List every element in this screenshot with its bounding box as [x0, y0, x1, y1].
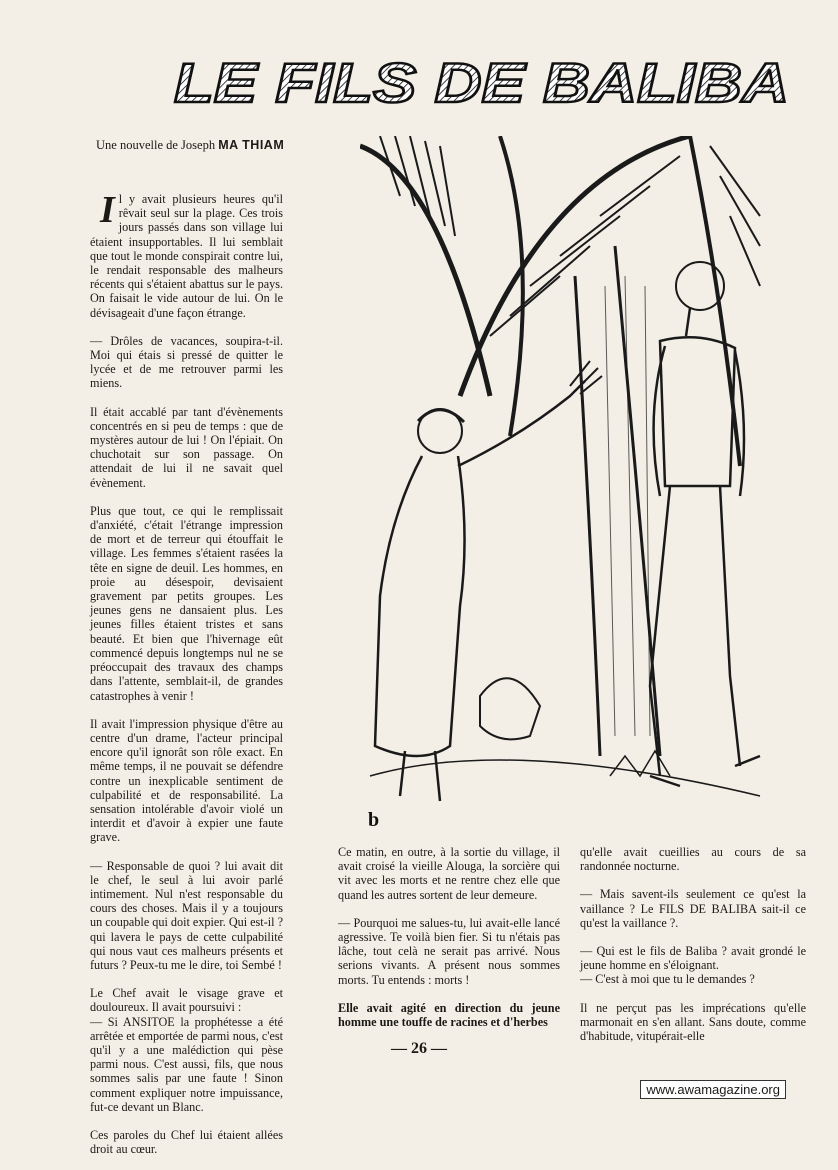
paragraph: Ces paroles du Chef lui étaient allées droit au cœur. — [90, 1127, 283, 1157]
paragraph: qu'elle avait cueillies au cours de sa randonnée nocturne. — [580, 845, 806, 874]
title-text: LE FILS DE BALIBA — [174, 52, 789, 112]
paragraph: Plus que tout, ce qui le remplissait d'anxiété, c'était l'étrange impression de mort et de terreur qui étouffait le village. Les femmes s'étaient rasées la tête en signe de deuil. Les hommes, en proie au désespoir, devisaient gravement par petits groupes. Les jeunes gens ne dansaient plus. Les jeunes filles étaient tristes et sans beauté. Et bien que l'hivernage eût commencé depuis longtemps nul ne se préoccupait des travaux des champs dans l'attente, semblait-il, de grandes catastrophes à venir ! — [90, 503, 283, 703]
drop-cap: I — [100, 189, 115, 231]
paragraph: l y avait plusieurs heures qu'il rêvait seul sur la plage. Ces trois jours passés dans son village lui étaient insupportables. Il lui semblait que tout le monde conspirait contre lui, le rendait responsable des malheurs récents qui s'étaient abattus sur le pays. On faisait le vide autour de lui. On le dévisageait d'une façon étrange. — [90, 192, 283, 320]
watermark-url: www.awamagazine.org — [640, 1080, 786, 1099]
byline-prefix: Une nouvelle de Joseph — [96, 138, 216, 152]
page-number: — 26 — — [391, 1040, 447, 1057]
paragraph: — Si ANSITOE la prophétesse a été arrêtée et emportée de parmi nous, c'est qu'il y a une malédiction qui pèse parmi nous. C'est aussi, fils, que nous sommes salis par une faute ! Sinon comment expliquer notre impuissance, fut-ce devant un Blanc. — [90, 1014, 283, 1114]
paragraph: — C'est à moi que tu le demandes ? — [580, 972, 755, 987]
paragraph: — Responsable de quoi ? lui avait dit le chef, le seul à lui avoir parlé intimement. Nul n'est responsable du cours des choses. Mais il y a toujours un coupable qui doit expier. Qui est-il ? qui lavera le pays de cette culpabilité qui nous vaut ces malheurs présents et futurs ? Peux-tu me le dire, toi Sembé ! — [90, 858, 283, 972]
paragraph: — Mais savent-ils seulement ce qu'est la vaillance ? Le FILS DE BALIBA sait-il ce qu'est la vaillance ?. — [580, 887, 806, 930]
article-title — [170, 52, 795, 112]
paragraph: Elle avait agité en direction du jeune homme une touffe de racines et d'herbes — [338, 1000, 560, 1030]
paragraph: Il était accablé par tant d'évènements concentrés en si peu de temps : que de mystères autour de lui ! On l'épiait. On chuchotait sur son passage. On attendait de lui il ne savait quel évènement. — [90, 404, 283, 490]
byline — [96, 138, 284, 153]
story-illustration — [360, 136, 762, 830]
paragraph: Le Chef avait le visage grave et douloureux. Il avait poursuivi : — [90, 986, 283, 1015]
paragraph: — Qui est le fils de Baliba ? avait grondé le jeune homme en s'éloignant. — [580, 944, 806, 973]
paragraph: Il avait l'impression physique d'être au centre d'un drame, l'acteur principal encore qu'il ignorât son rôle exact. En même temps, il ne pouvait se défendre contre un inexplicable sentiment de culpabilité et de responsabilité. La sensation intolérable d'avoir violé un interdit et d'avoir à expier une faute grave. — [90, 716, 283, 845]
column-1 — [90, 189, 283, 1170]
illustrator-signature: b — [368, 809, 380, 830]
column-2 — [338, 845, 560, 1043]
paragraph: — Pourquoi me salues-tu, lui avait-elle lancé agressive. Te voilà bien fier. Si tu n'étais pas lâche, tout celà ne serait pas arrivé. Nous serions vivants. A présent nous sommes morts. Tu entends : morts ! — [338, 915, 560, 987]
paragraph: Il ne perçut pas les imprécations qu'elle marmonait en s'en allant. Sans doute, comme d'habitude, vitupérait-elle — [580, 1000, 806, 1044]
column-3 — [580, 845, 806, 1057]
byline-author: MA THIAM — [218, 138, 285, 152]
paragraph: — Drôles de vacances, soupira-t-il. Moi qui étais si pressé de quitter le lycée et de me retrouver parmi les miens. — [90, 333, 283, 391]
paragraph: Ce matin, en outre, à la sortie du village, il avait croisé la vieille Alouga, la sorcière qui vit avec les morts et ne rentre chez elle que quand les autres sortent de leur demeure. — [338, 845, 560, 902]
